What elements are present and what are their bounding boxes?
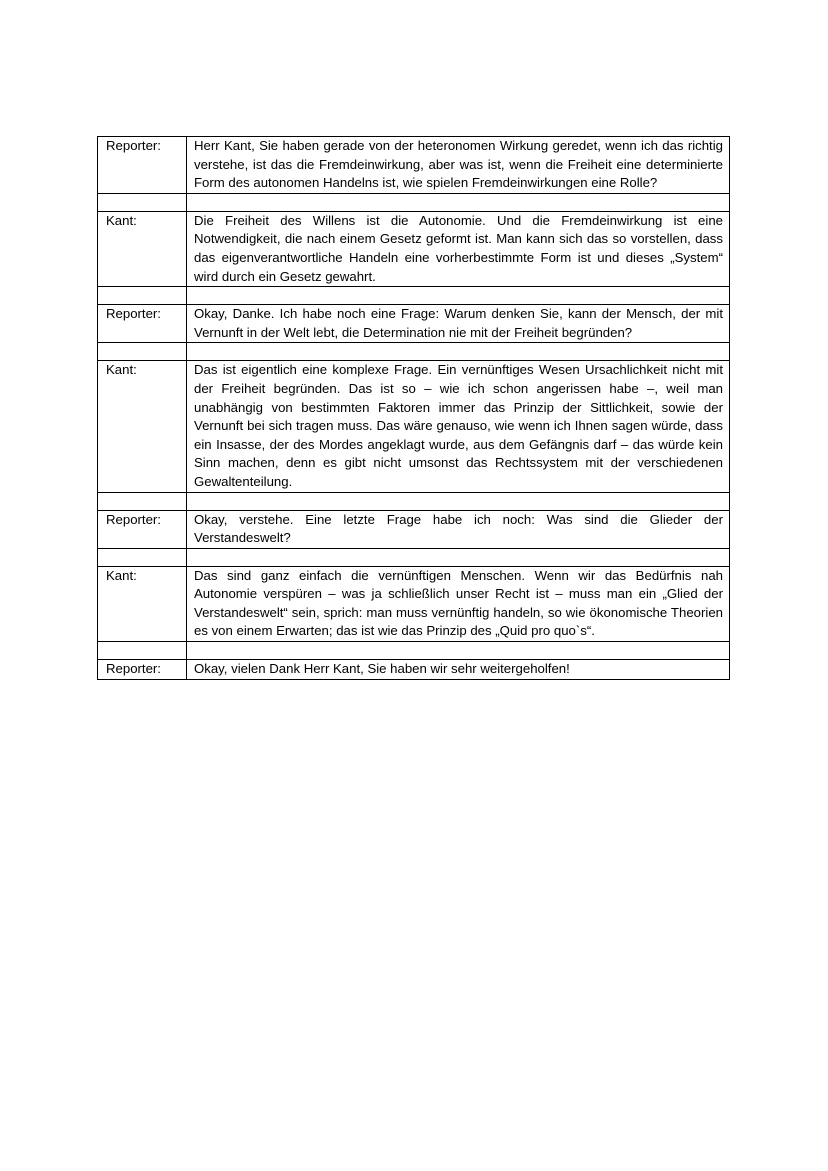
spacer-row [98,548,730,566]
speaker-cell: Reporter: [98,660,187,680]
table-row [98,361,730,492]
empty-cell [187,548,730,566]
empty-cell [187,287,730,305]
empty-cell [98,492,187,510]
statement-cell: Okay, Danke. Ich habe noch eine Frage: Warum denken Sie, kann der Mensch, der mit Vernunft in der Welt lebt, die Determination nie mit der Freiheit begründen? [187,305,730,343]
empty-cell [187,343,730,361]
spacer-row [98,492,730,510]
empty-cell [98,193,187,211]
statement-cell: Okay, verstehe. Eine letzte Frage habe ich noch: Was sind die Glieder der Verstandeswelt? [187,510,730,548]
speaker-cell: Reporter: [98,137,187,194]
spacer-row [98,287,730,305]
speaker-cell: Reporter: [98,510,187,548]
empty-cell [98,287,187,305]
speaker-cell: Kant: [98,361,187,492]
statement-cell: Das ist eigentlich eine komplexe Frage. Ein vernünftiges Wesen Ursachlichkeit nicht mit der Freiheit begründen. Das ist so – wie ich schon angerissen habe –, weil man unabhängig von bestimmten Faktoren immer das Prinzip der Sittlichkeit, sowie der Vernunft bei sich tragen muss. Das wäre genauso, wie wenn ich Ihnen sagen würde, dass ein Insasse, der des Mordes angeklagt wurde, aus dem Gefängnis darf – das würde kein Sinn machen, denn es gibt nicht umsonst das Rechtssystem mit der verschiedenen Gewaltenteilung. [187,361,730,492]
interview-table [97,136,730,680]
speaker-cell: Kant: [98,211,187,286]
table-row [98,305,730,343]
empty-cell [187,193,730,211]
table-row [98,510,730,548]
table-row [98,137,730,194]
speaker-cell: Kant: [98,566,187,641]
speaker-cell: Reporter: [98,305,187,343]
table-row [98,660,730,680]
spacer-row [98,193,730,211]
statement-cell: Das sind ganz einfach die vernünftigen Menschen. Wenn wir das Bedürfnis nah Autonomie verspüren – was ja schließlich unser Recht ist – muss man ein „Glied der Verstandeswelt“ sein, sprich: man muss vernünftig handeln, so wie ökonomische Theorien es von einem Erwarten; das ist wie das Prinzip des „Quid pro quo`s“. [187,566,730,641]
table-row [98,566,730,641]
empty-cell [98,343,187,361]
empty-cell [98,548,187,566]
empty-cell [187,642,730,660]
empty-cell [187,492,730,510]
table-row [98,211,730,286]
statement-cell: Die Freiheit des Willens ist die Autonomie. Und die Fremdeinwirkung ist eine Notwendigkeit, die nach einem Gesetz geformt ist. Man kann sich das so vorstellen, dass das eigenverantwortliche Handeln eine vorherbestimmte Form ist und dieses „System“ wird durch ein Gesetz gewahrt. [187,211,730,286]
spacer-row [98,642,730,660]
spacer-row [98,343,730,361]
empty-cell [98,642,187,660]
statement-cell: Okay, vielen Dank Herr Kant, Sie haben wir sehr weitergeholfen! [187,660,730,680]
statement-cell: Herr Kant, Sie haben gerade von der heteronomen Wirkung geredet, wenn ich das richtig verstehe, ist das die Fremdeinwirkung, aber was ist, wenn die Freiheit eine determinierte Form des autonomen Handelns ist, wie spielen Fremdeinwirkungen eine Rolle? [187,137,730,194]
